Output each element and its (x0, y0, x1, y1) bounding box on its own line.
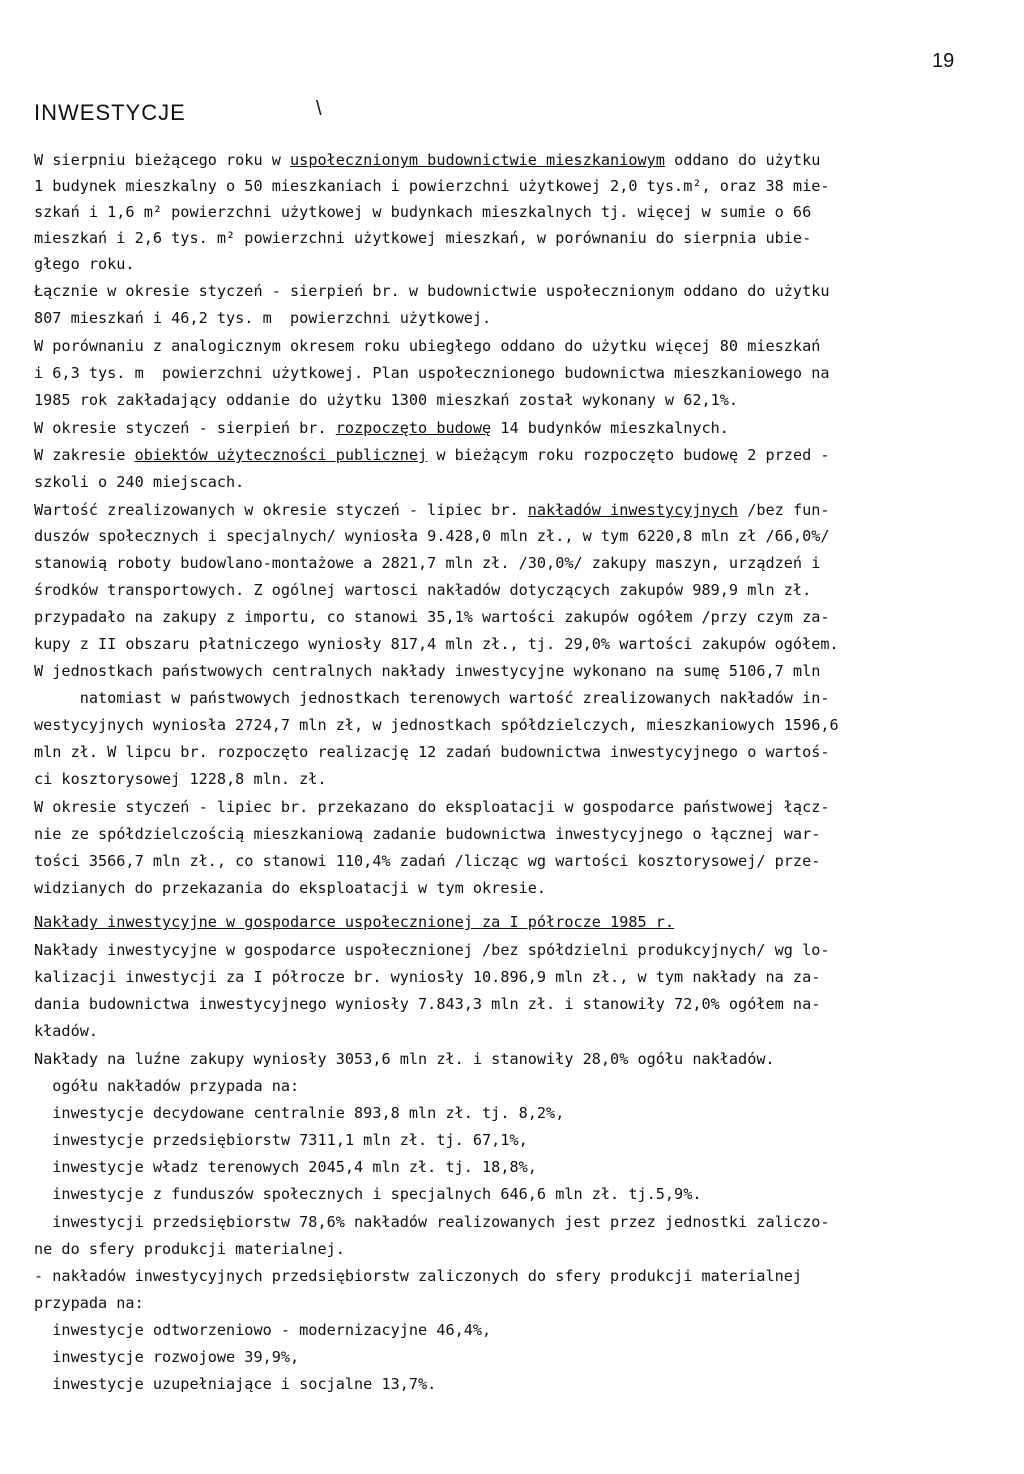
underlined-phrase: obiektów użyteczności publicznej (134, 446, 428, 464)
text-line: inwestycje władz terenowych 2045,4 mln zł. tj. 18,8%, (34, 1158, 537, 1176)
text-line (34, 150, 984, 170)
text-line: Nakłady na luźne zakupy wyniosły 3053,6 mln zł. i stanowiły 28,0% ogółu nakładów. (34, 1050, 775, 1068)
text-line: ci kosztorysowej 1228,8 mln. zł. (34, 770, 327, 788)
text-line: inwestycje decydowane centralnie 893,8 mln zł. tj. 8,2%, (34, 1104, 565, 1122)
text-segment: /bez fun- (738, 501, 830, 519)
text-line (34, 418, 984, 438)
text-line: W jednostkach państwowych centralnych nakłady inwestycyjne wykonano na sumę 5106,7 mln (34, 662, 821, 680)
text-line: westycyjnych wyniosła 2724,7 mln zł, w jednostkach spółdzielczych, mieszkaniowych 1596,6 (34, 716, 839, 734)
text-segment: oddano do użytku (664, 151, 821, 169)
text-line: inwestycje odtworzeniowo - modernizacyjne 46,4%, (34, 1321, 492, 1339)
underlined-phrase: uspołecznionym budownictwie mieszkaniowym (290, 151, 665, 169)
text-line: ogółu nakładów przypada na: (34, 1077, 300, 1095)
page-number: 19 (932, 50, 955, 72)
text-line: 1 budynek mieszkalny o 50 mieszkaniach i powierzchni użytkowej 2,0 tys.m², oraz 38 mie- (34, 177, 830, 195)
text-line: szkoli o 240 miejscach. (34, 473, 245, 491)
text-line: kalizacji inwestycji za I półrocze br. wyniosły 10.896,9 mln zł., w tym nakłady na za- (34, 968, 821, 986)
section-title: INWESTYCJE (34, 100, 186, 125)
text-line: inwestycje z funduszów społecznych i specjalnych 646,6 mln zł. tj.5,9%. (34, 1185, 702, 1203)
text-line: mieszkań i 2,6 tys. m² powierzchni użytkowej mieszkań, w porównaniu do sierpnia ubie- (34, 229, 812, 247)
text-line: kładów. (34, 1022, 99, 1040)
underlined-phrase: nakładów inwestycyjnych (527, 501, 739, 519)
text-segment: W sierpniu bieżącego roku w (34, 151, 291, 169)
text-line (34, 445, 984, 465)
text-line: W okresie styczeń - lipiec br. przekazano do eksploatacji w gospodarce państwowej łącz- (34, 798, 830, 816)
text-line: głego roku. (34, 255, 135, 273)
text-line: widzianych do przekazania do eksploatacji w tym okresie. (34, 879, 547, 897)
text-line: szkań i 1,6 m² powierzchni użytkowej w budynkach mieszkalnych tj. więcej w sumie o 66 (34, 203, 812, 221)
text-line: Łącznie w okresie styczeń - sierpień br. w budownictwie uspołecznionym oddano do użytku (34, 282, 830, 300)
text-line: mln zł. W lipcu br. rozpoczęto realizację 12 zadań budownictwa inwestycyjnego o wartoś- (34, 743, 830, 761)
text-line: W porównaniu z analogicznym okresem roku ubiegłego oddano do użytku więcej 80 mieszkań (34, 337, 821, 355)
text-line: natomiast w państwowych jednostkach terenowych wartość zrealizowanych nakładów in- (34, 689, 830, 707)
text-line (34, 500, 984, 520)
text-segment: w bieżącym roku rozpoczęto budowę 2 przed - (427, 446, 830, 464)
text-line: inwestycje przedsiębiorstw 7311,1 mln zł. tj. 67,1%, (34, 1131, 528, 1149)
text-line: - nakładów inwestycyjnych przedsiębiorstw zaliczonych do sfery produkcji materialnej (34, 1267, 803, 1285)
text-line: ne do sfery produkcji materialnej. (34, 1240, 345, 1258)
text-line: przypada na: (34, 1294, 144, 1312)
text-line: środków transportowych. Z ogólnej wartosci nakładów dotyczących zakupów 989,9 mln zł. (34, 581, 812, 599)
underlined-phrase: rozpoczęto budowę (335, 419, 492, 437)
text-line: i 6,3 tys. m powierzchni użytkowej. Plan uspołecznionego budownictwa mieszkaniowego na (34, 364, 830, 382)
text-line: duszów społecznych i specjalnych/ wyniosła 9.428,0 mln zł., w tym 6220,8 mln zł /66,0%/ (34, 527, 830, 545)
text-line: stanowią roboty budowlano-montażowe a 2821,7 mln zł. /30,0%/ zakupy maszyn, urządzeń i (34, 554, 821, 572)
text-segment: W zakresie (34, 446, 135, 464)
text-line: 807 mieszkań i 46,2 tys. m powierzchni użytkowej. (34, 309, 492, 327)
text-line: tości 3566,7 mln zł., co stanowi 110,4% zadań /licząc wg wartości kosztorysowej/ prze- (34, 852, 821, 870)
text-line: nie ze spółdzielczością mieszkaniową zadanie budownictwa inwestycyjnego o łącznej war- (34, 825, 821, 843)
text-line: inwestycji przedsiębiorstw 78,6% nakładów realizowanych jest przez jednostki zaliczo- (34, 1213, 830, 1231)
text-segment: Wartość zrealizowanych w okresie styczeń - lipiec br. (34, 501, 528, 519)
title-mark: \ (316, 98, 322, 120)
text-line: kupy z II obszaru płatniczego wyniosły 817,4 mln zł., tj. 29,0% wartości zakupów ogółem. (34, 635, 839, 653)
text-line: Nakłady inwestycyjne w gospodarce uspołecznionej /bez spółdzielni produkcyjnych/ wg lo- (34, 941, 830, 959)
text-segment: 14 budynków mieszkalnych. (491, 419, 729, 437)
text-line: dania budownictwa inwestycyjnego wyniosły 7.843,3 mln zł. i stanowiły 72,0% ogółem na- (34, 995, 821, 1013)
text-segment: W okresie styczeń - sierpień br. (34, 419, 336, 437)
text-line: przypadało na zakupy z importu, co stanowi 35,1% wartości zakupów ogółem /przy czym za- (34, 608, 830, 626)
text-line: inwestycje rozwojowe 39,9%, (34, 1348, 300, 1366)
text-line: inwestycje uzupełniające i socjalne 13,7%. (34, 1375, 437, 1393)
text-line: 1985 rok zakładający oddanie do użytku 1300 mieszkań został wykonany w 62,1%. (34, 391, 739, 409)
section-heading: Nakłady inwestycyjne w gospodarce uspołecznionej za I półrocze 1985 r. (34, 913, 675, 931)
